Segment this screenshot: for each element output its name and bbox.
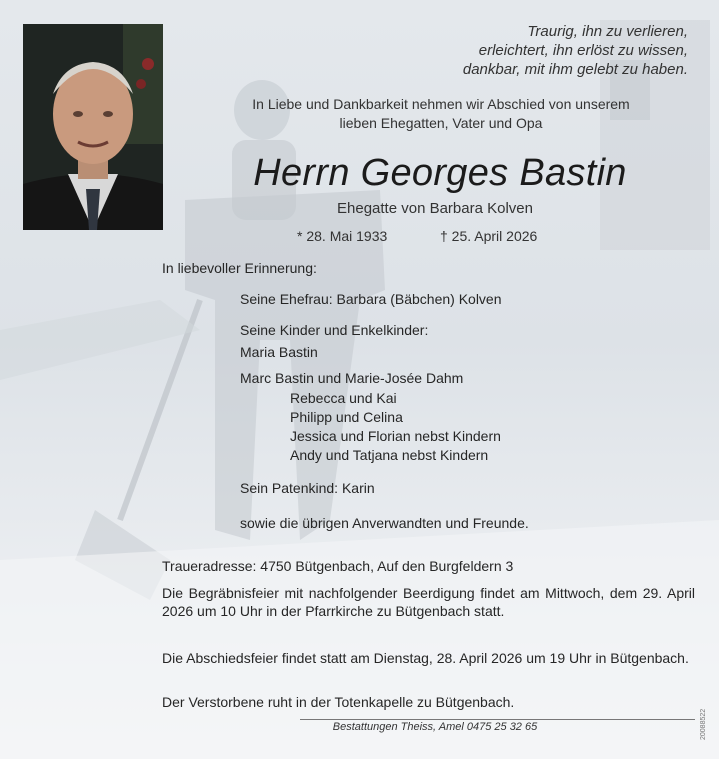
child-line: Marc Bastin und Marie-Josée Dahm: [240, 370, 464, 386]
funeral-paragraph: Die Begräbnisfeier mit nachfolgender Beerdigung findet am Mittwoch, dem 29. April 2026 um 10 Uhr in der Pfarrkirche zu Bütgenbach statt.: [162, 585, 695, 619]
relatives-line: sowie die übrigen Anverwandten und Freunde.: [240, 515, 529, 531]
intro-line: In Liebe und Dankbarkeit nehmen wir Abschied von unserem: [252, 96, 630, 112]
children-heading: Seine Kinder und Enkelkinder:: [240, 322, 429, 338]
memory-lead: In liebevoller Erinnerung:: [162, 260, 317, 276]
godchild-line: Sein Patenkind: Karin: [240, 480, 375, 496]
deceased-name: Herrn Georges Bastin: [253, 152, 627, 194]
child-line: Maria Bastin: [240, 344, 318, 360]
wife-line: Seine Ehefrau: Barbara (Bäbchen) Kolven: [240, 291, 502, 307]
quote-block: [380, 22, 688, 79]
grandchild-line: Rebecca und Kai: [290, 390, 397, 406]
grandchild-line: Andy und Tatjana nebst Kindern: [290, 447, 489, 463]
intro-line: lieben Ehegatten, Vater und Opa: [339, 115, 543, 131]
death-date: † 25. April 2026: [440, 228, 538, 244]
rest-line: Der Verstorbene ruht in der Totenkapelle zu Bütgenbach.: [162, 694, 515, 710]
quote-line: Traurig, ihn zu verlieren,: [527, 23, 688, 40]
quote-line: erleichtert, ihn erlöst zu wissen,: [478, 42, 688, 59]
grandchild-line: Philipp und Celina: [290, 409, 403, 425]
grandchild-line: Jessica und Florian nebst Kindern: [290, 428, 501, 444]
undertaker-line: Bestattungen Theiss, Amel 0475 25 32 65: [332, 721, 538, 733]
birth-date: * 28. Mai 1933: [297, 228, 388, 244]
portrait-illustration: [23, 24, 163, 230]
quote-line: dankbar, mit ihm gelebt zu haben.: [462, 61, 688, 78]
footer-divider: [300, 719, 695, 720]
portrait-photo: [23, 24, 163, 230]
farewell-paragraph: Die Abschiedsfeier findet statt am Dienstag, 28. April 2026 um 19 Uhr in Bütgenbach.: [162, 650, 689, 666]
spouse-line: Ehegatte von Barbara Kolven: [337, 200, 533, 217]
address-line: Traueradresse: 4750 Bütgenbach, Auf den Burgfeldern 3: [162, 558, 514, 574]
intro-text: [190, 95, 692, 133]
ad-code: 20088522: [700, 708, 707, 740]
